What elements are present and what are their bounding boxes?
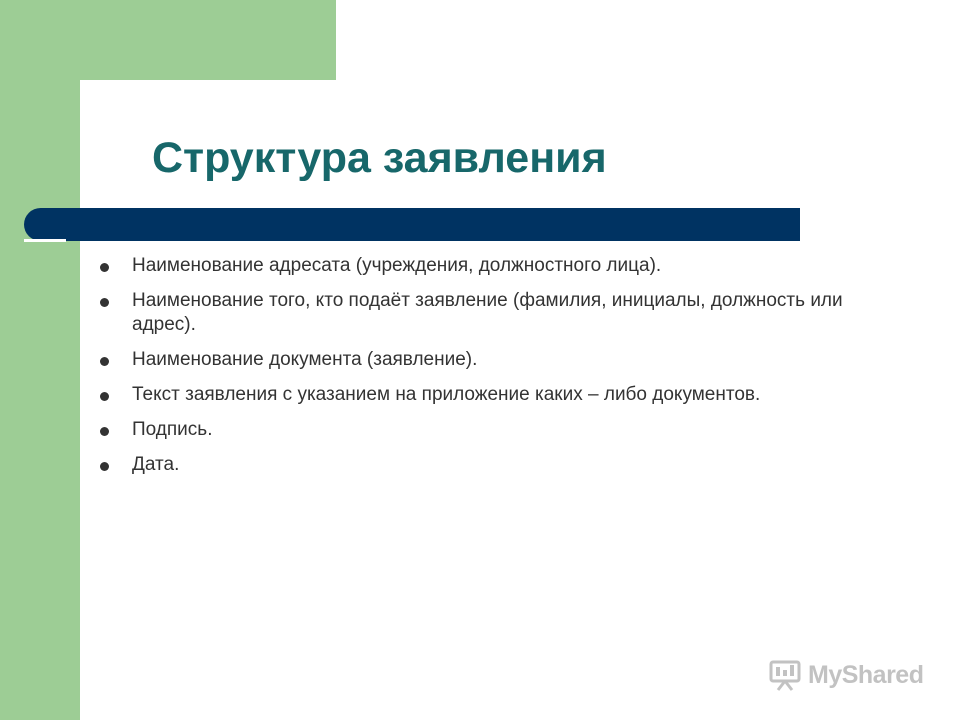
bullet-item — [100, 453, 880, 477]
bullet-item — [100, 348, 880, 372]
bullet-dot-icon — [100, 263, 109, 272]
bullet-item — [100, 418, 880, 442]
slide-title: Структура заявления — [152, 134, 607, 182]
bullet-text: Текст заявления с указанием на приложение каких – либо документов. — [132, 384, 761, 405]
bullet-text: Подпись. — [132, 419, 213, 440]
bullet-text: Дата. — [132, 454, 180, 475]
bullet-item — [100, 383, 880, 407]
bullet-item — [100, 254, 880, 278]
watermark-text: MyShared — [808, 660, 924, 689]
title-underline-bar — [24, 208, 800, 241]
green-top-decoration — [0, 0, 336, 80]
bullet-item — [100, 289, 880, 337]
presentation-board-icon — [768, 658, 802, 692]
bullet-dot-icon — [100, 392, 109, 401]
bullet-text: Наименование того, кто подаёт заявление (фамилия, инициалы, должность или адрес). — [132, 290, 843, 335]
bullet-dot-icon — [100, 357, 109, 366]
bullet-dot-icon — [100, 462, 109, 471]
bullet-dot-icon — [100, 298, 109, 307]
bullet-text: Наименование документа (заявление). — [132, 349, 478, 370]
bullet-dot-icon — [100, 427, 109, 436]
bullet-text: Наименование адресата (учреждения, должностного лица). — [132, 255, 662, 276]
green-sidebar-decoration — [0, 0, 80, 720]
myshared-watermark — [768, 657, 923, 693]
title-bar-notch — [24, 239, 66, 242]
bullet-list — [100, 254, 880, 488]
